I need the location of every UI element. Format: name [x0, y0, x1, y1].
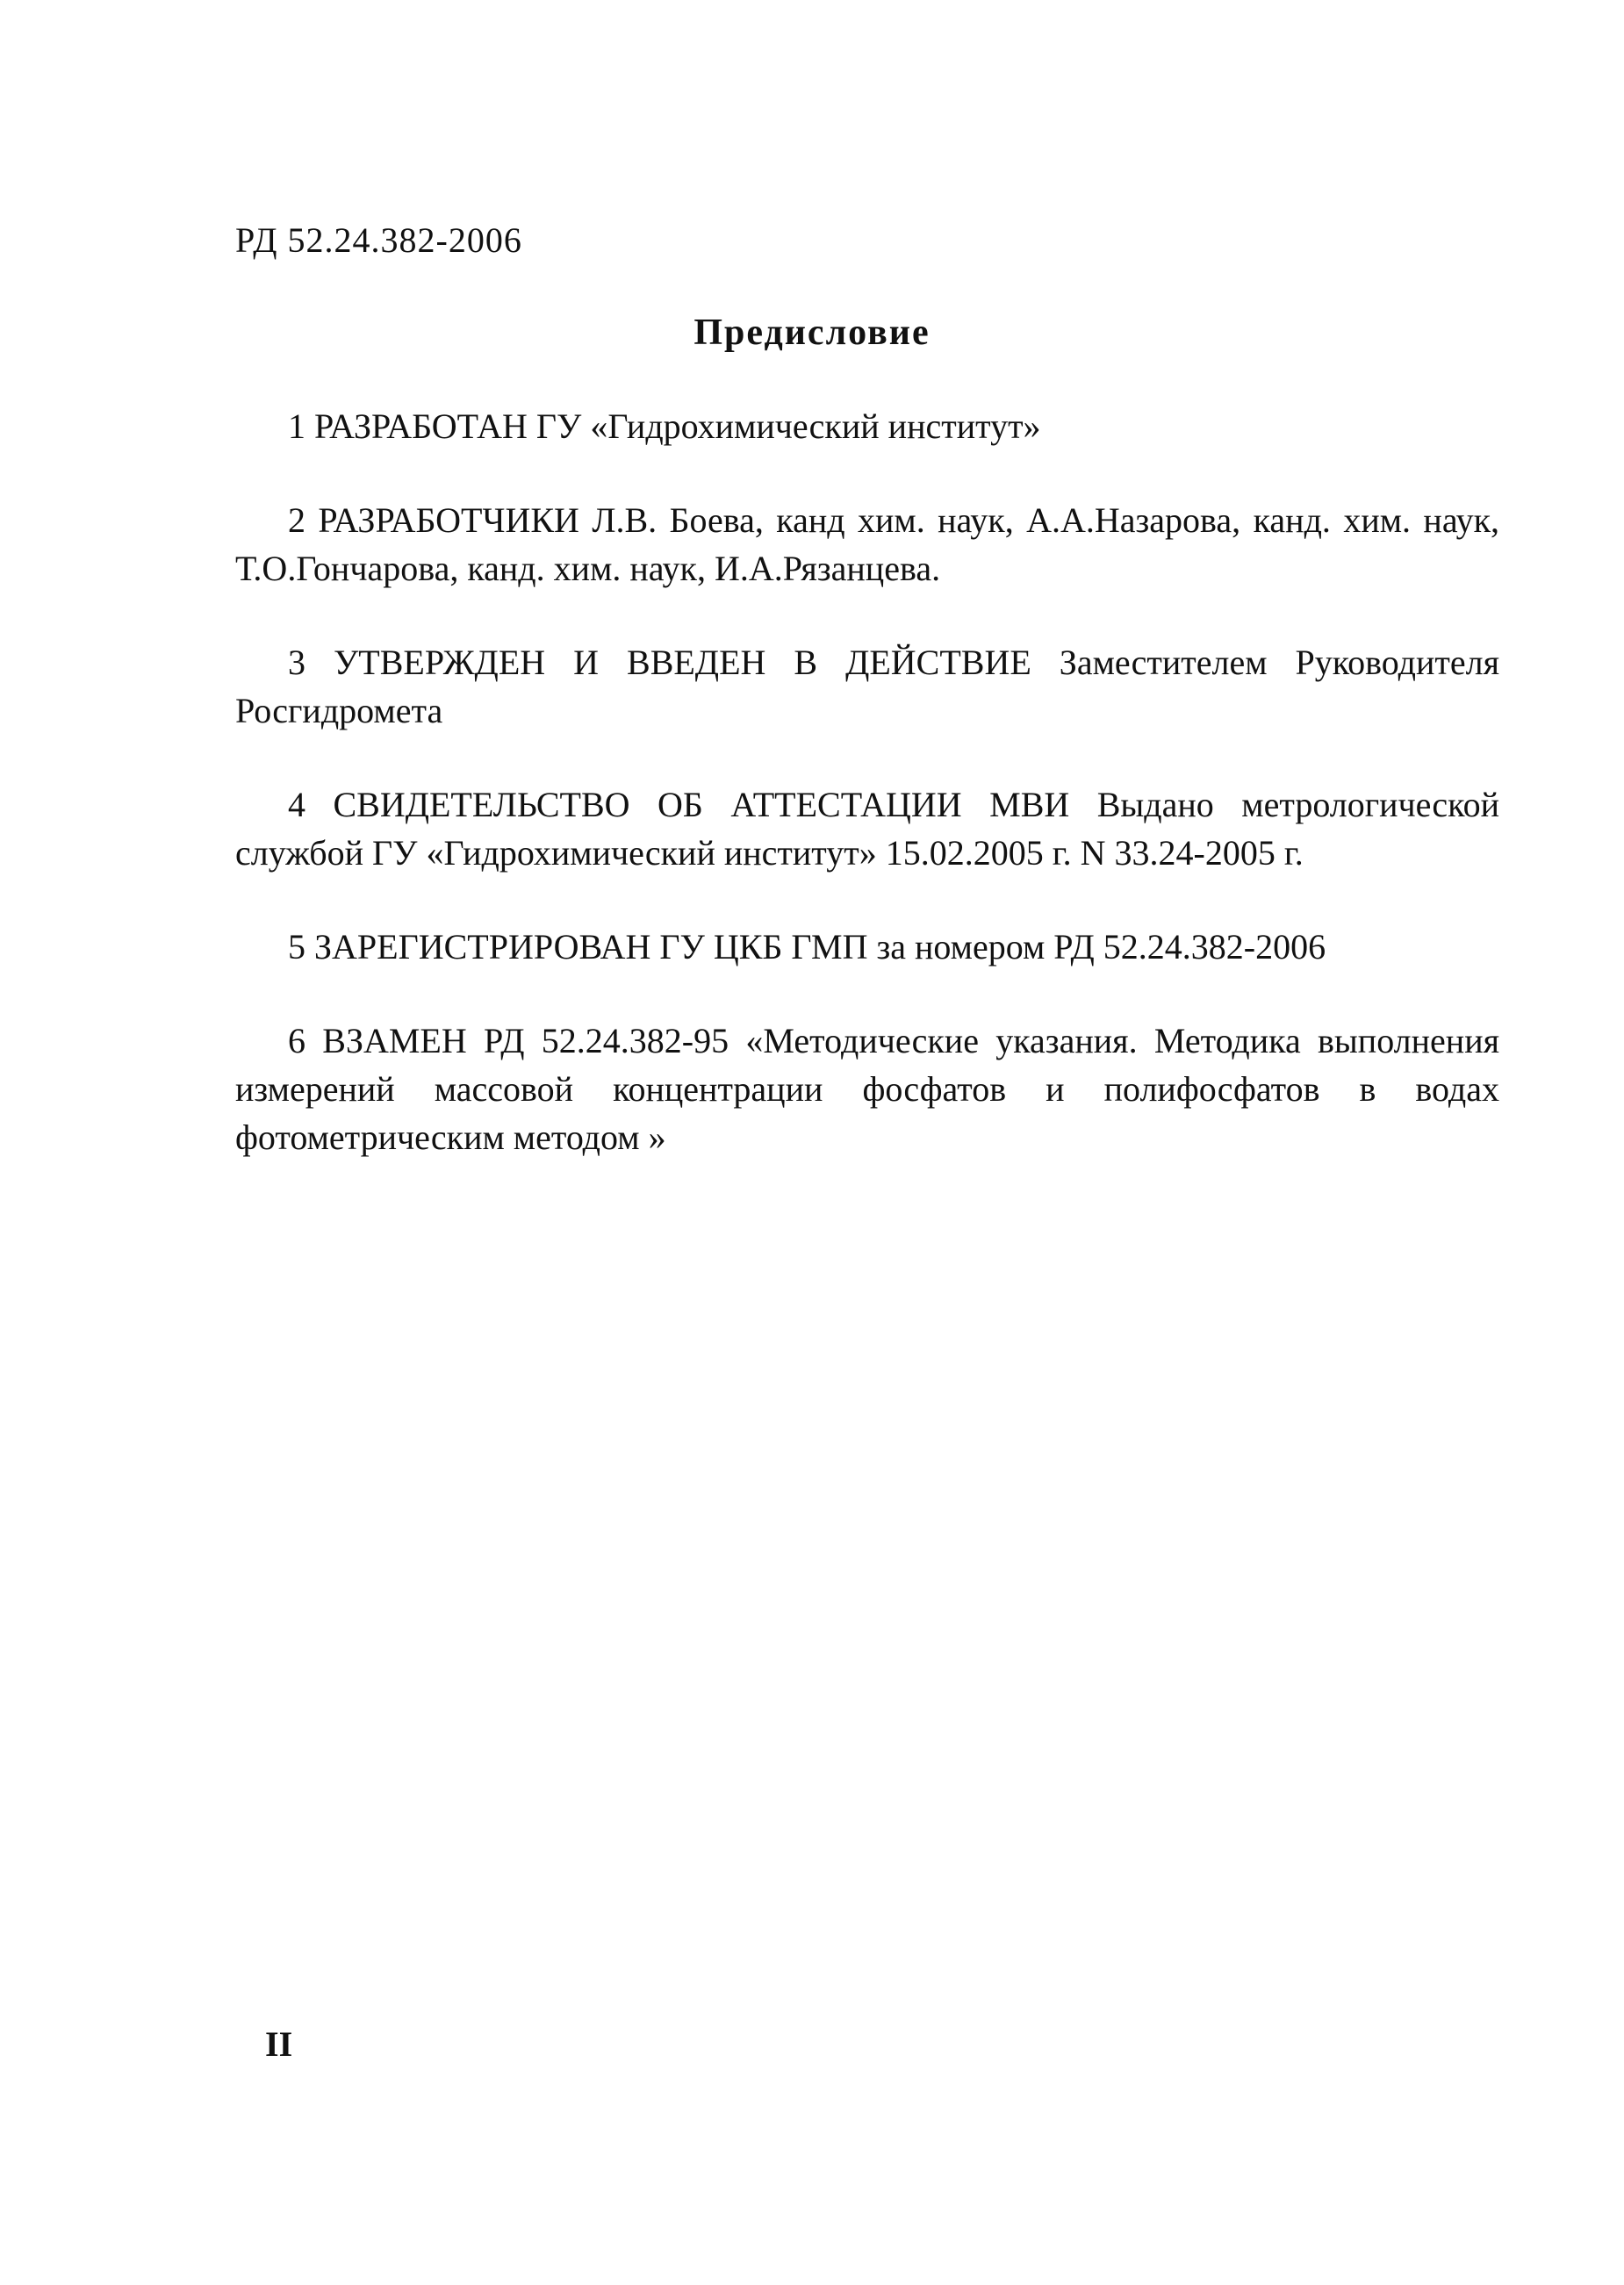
foreword-item-3: 3 УТВЕРЖДЕН И ВВЕДЕН В ДЕЙСТВИЕ Заместителем Руководителя Росгидромета: [235, 643, 1499, 730]
foreword-item-1: 1 РАЗРАБОТАН ГУ «Гидрохимический институт»: [288, 406, 1041, 446]
foreword-item-5: 5 ЗАРЕГИСТРИРОВАН ГУ ЦКБ ГМП за номером РД 52.24.382-2006: [288, 927, 1326, 966]
foreword-item-2: 2 РАЗРАБОТЧИКИ Л.В. Боева, канд хим. наук, А.А.Назарова, канд. хим. наук, Т.О.Гончарова, канд. хим. наук, И.А.Рязанцева.: [235, 500, 1499, 588]
page-number: II: [265, 2024, 293, 2064]
foreword-item-4: 4 СВИДЕТЕЛЬСТВО ОБ АТТЕСТАЦИИ МВИ Выдано метрологической службой ГУ «Гидрохимический институт» 15.02.2005 г. N 33.24-2005 г.: [235, 785, 1499, 873]
foreword-item-6: 6 ВЗАМЕН РД 52.24.382-95 «Методические указания. Методика выполнения измерений массовой концентрации фосфатов и полифосфатов в водах фотометрическим методом »: [235, 1021, 1499, 1157]
foreword-items: [235, 402, 1499, 1207]
document-code: РД 52.24.382-2006: [235, 220, 522, 260]
section-title: Предисловие: [693, 313, 931, 353]
